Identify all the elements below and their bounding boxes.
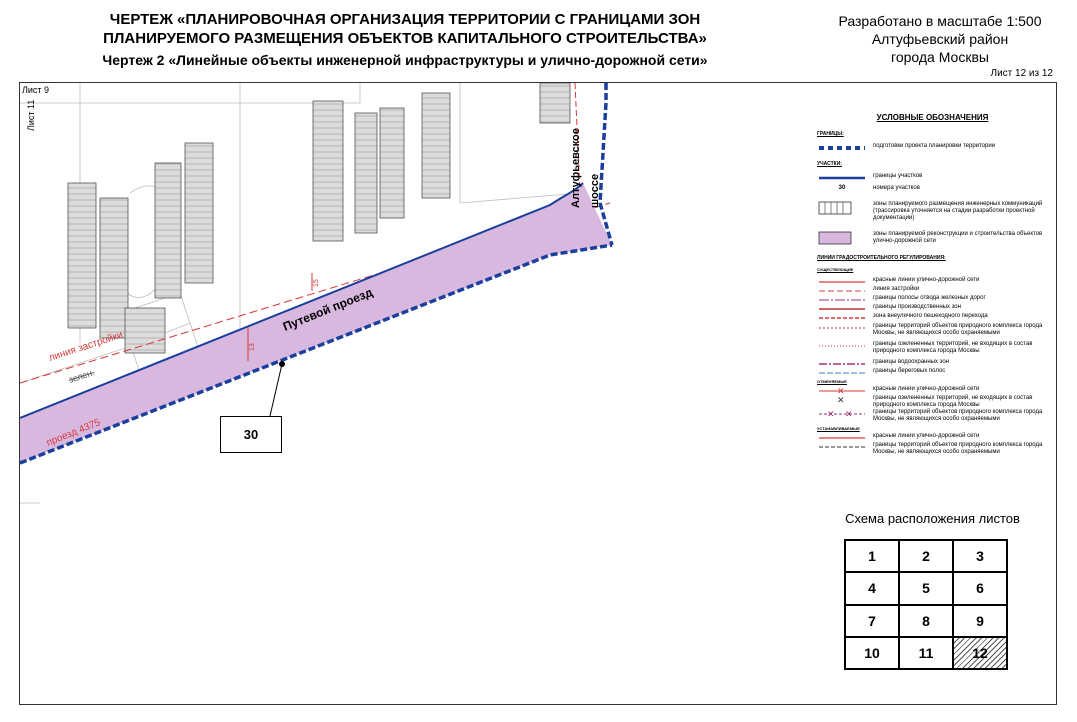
building xyxy=(185,143,213,283)
map-frame[interactable] xyxy=(19,82,811,705)
sheet-number: Лист 12 из 12 xyxy=(990,68,1053,79)
legend-title: УСЛОВНЫЕ ОБОЗНАЧЕНИЯ xyxy=(876,113,989,122)
sheet-cell-2[interactable]: 2 xyxy=(899,540,953,572)
svg-text:✕: ✕ xyxy=(837,387,845,396)
scale-block xyxy=(815,12,1065,66)
street-label-side-1: Алтуфьевское xyxy=(570,128,582,208)
legend-sub-established: УСТАНАВЛИВАЕМЫЕ xyxy=(817,426,860,431)
sheet-cell-11[interactable]: 11 xyxy=(899,637,953,669)
title-line-2: ПЛАНИРУЕМОГО РАЗМЕЩЕНИЯ ОБЪЕКТОВ КАПИТАЛЬНОГО СТРОИТЕЛЬСТВА» xyxy=(103,30,707,47)
sheet-cell-9[interactable]: 9 xyxy=(953,605,1007,637)
legend-sub-existing: СУЩЕСТВУЮЩИЕ xyxy=(817,267,854,272)
building xyxy=(380,108,404,218)
building xyxy=(155,163,181,298)
legend-section-lines: ЛИНИИ ГРАДОСТРОИТЕЛЬНОГО РЕГУЛИРОВАНИЯ: xyxy=(817,255,946,261)
svg-text:✕: ✕ xyxy=(845,410,853,419)
sheet-cell-12[interactable]: 12 xyxy=(953,637,1007,669)
sheet-layout-grid xyxy=(844,539,1008,670)
project-boundary xyxy=(600,83,612,245)
dim-label-2: 15 xyxy=(313,279,320,287)
building xyxy=(422,93,450,198)
street-label-side-2: шоссе xyxy=(589,173,601,208)
dim-label-1: 13 xyxy=(249,343,256,351)
sheet-cell-3[interactable]: 3 xyxy=(953,540,1007,572)
legend-section-plots: УЧАСТКИ: xyxy=(817,161,842,167)
sheet-cell-5[interactable]: 5 xyxy=(899,572,953,604)
scale-text: Разработано в масштабе 1:500 xyxy=(838,13,1042,29)
scheme-title: Схема расположения листов xyxy=(845,511,1020,526)
building xyxy=(540,83,570,123)
subtitle: Чертеж 2 «Линейные объекты инженерной инфраструктуры и улично-дорожной сети» xyxy=(102,52,708,68)
district-text: Алтуфьевский район xyxy=(871,31,1009,47)
title-line-1: ЧЕРТЕЖ «ПЛАНИРОВОЧНАЯ ОРГАНИЗАЦИЯ ТЕРРИТОРИИ С ГРАНИЦАМИ ЗОН xyxy=(109,11,701,28)
sheet-cell-10[interactable]: 10 xyxy=(845,637,899,669)
sheet-cell-1[interactable]: 1 xyxy=(845,540,899,572)
legend-sub-cancelled: ОТМЕНЯЕМЫЕ xyxy=(817,379,847,384)
sheet-label-top: Лист 9 xyxy=(22,85,50,95)
city-text: города Москвы xyxy=(891,49,989,65)
sheet-cell-4[interactable]: 4 xyxy=(845,572,899,604)
plot-number-box[interactable]: 30 xyxy=(220,416,282,453)
building xyxy=(68,183,96,328)
legend-panel: УСЛОВНЫЕ ОБОЗНАЧЕНИЯ ГРАНИЦЫ: подготовки проекта планировки территории УЧАСТКИ: границы участков 30 номера участков зоны планируемого размещения инженерных коммуникаций (трассировка уточняется на стадии разработки проектной документации) зоны планируемой реконструкции и строительства объектов улично-дорожной сети ЛИНИИ ГРАДОСТРОИТЕЛЬНОГО РЕГУЛИРОВАНИЯ: СУЩЕСТВУЮЩИЕ красные линии улично-дорожной сети линия застройки границы полосы отвода железных дорог границы производственных зон зона внеуличного пешеходного перехода границы территорий объектов природного комплекса города Москвы, не являющихся особо охраняемыми границы озелененных территорий, не входящих в состав природного комплекса города Москвы границы водоохранных зон границы береговых полос ОТМЕНЯЕМЫЕ ✕ красные линии улично-дорожной сети ✕ границы озелененных территорий, не входящих в состав природного комплекса города Москвы ✕ ✕ границы территорий объектов природного комплекса города Москвы, не являющихся особо охраняемыми УСТАНАВЛИВАЕМЫЕ красные линии улично-дорожной сети границы территорий объектов природного комплекса города Москвы, не являющихся особо охраняемыми Схема расположения листов 1 2 3 4 5 6 7 8 9 10 11 12 xyxy=(809,82,1057,705)
svg-text:✕: ✕ xyxy=(827,410,835,419)
legend-section-borders: ГРАНИЦЫ: xyxy=(817,131,844,137)
street-label-main: Путевой проезд xyxy=(280,285,375,334)
map-canvas xyxy=(20,83,810,704)
sheet-cell-7[interactable]: 7 xyxy=(845,605,899,637)
street-label-lower: проезд 4375 xyxy=(45,417,103,449)
building xyxy=(100,198,128,338)
strikethrough-label: зелен. xyxy=(67,367,96,385)
building xyxy=(355,113,377,233)
build-line-label: линия застройки xyxy=(47,329,125,364)
sheet-cell-6[interactable]: 6 xyxy=(953,572,1007,604)
building xyxy=(125,308,165,353)
building xyxy=(313,101,343,241)
sheet-label-left: Лист 11 xyxy=(26,99,36,131)
svg-text:✕: ✕ xyxy=(837,396,845,405)
sheet-cell-8[interactable]: 8 xyxy=(899,605,953,637)
title-block xyxy=(40,10,770,68)
